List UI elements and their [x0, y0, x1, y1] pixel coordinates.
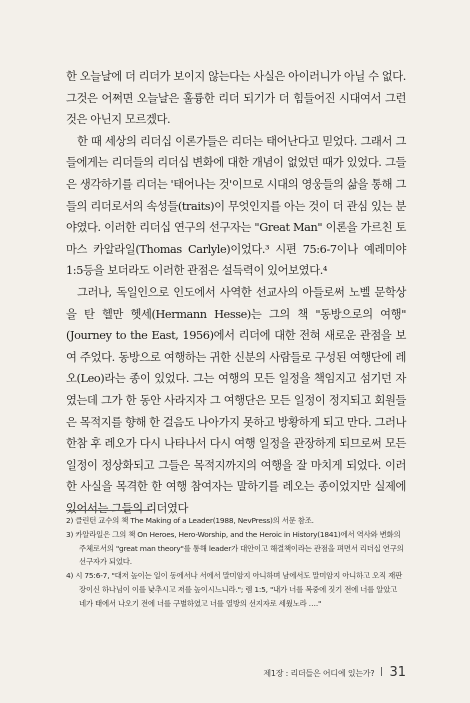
paragraph-2: 한 때 세상의 리더십 이론가들은 리더는 태어난다고 믿었다. 그래서 그들에게는 리더들의 리더십 변화에 대한 개념이 없었던 때가 있었다. 그들은 생각하기를 리더는 '태어나는 것'이므로 시대의 영웅들의 삶을 통해 그들의 리더로서의 속성들(traits)이 무엇인지를 아는 것이 더 관심 있는 분야였다. 이러한 리더십 연구의 선구자는 "Great Man" 이론을 가르친 토마스 카알라일(Thomas Carlyle)이었다.³ 시편 75:6-7이나 예레미야 1:5등을 보더라도 이러한 관점은 설득력이 있어보였다.⁴ [66, 134, 406, 278]
paragraph-1: 한 오늘날에 더 리더가 보이지 않는다는 사실은 아이러니가 아닐 수 없다. 그것은 어쩌면 오늘날은 훌륭한 리더 되기가 더 힘들어진 시대여서 그런 것은 아닌지 모르겠다. [66, 70, 406, 127]
page-number: 31 [389, 665, 406, 680]
body-text [66, 66, 406, 519]
footnote-divider [66, 510, 152, 511]
chapter-title: 제1장 : 리더들은 어디에 있는가? [263, 669, 375, 678]
footnote-3: 3) 카알라일은 그의 책 On Heroes, Hero-Worship, and the Heroic in History(1841)에서 역사와 변화의 주체로서의 "great man theory"를 통해 leader가 대안이고 해결책이라는 관점을 펴면서 리더십 연구의 선구자가 되었다. [66, 529, 404, 567]
footnote-2: 2) 클린턴 교수의 책 The Making of a Leader(1988, NevPress)의 서문 참조. [66, 516, 314, 525]
paragraph-3: 그러나, 독일인으로 인도에서 사역한 선교사의 아들로써 노벨 문학상을 탄 헬만 헷세(Hermann Hesse)는 그의 책 "동방으로의 여행"(Journey to the East, 1956)에서 리더에 대한 전혀 새로운 관점을 보여 주었다. 동방으로 여행하는 귀한 신분의 사람들로 구성된 여행단에 레오(Leo)라는 종이 있었다. 그는 여행의 모든 일정을 책임지고 섬기던 자였는데 그가 한 동안 사라지자 그 여행단은 모든 일정이 정지되고 회원들은 목적지를 향해 한 걸음도 나아가지 못하고 방황하게 되고 만다. 그러나 한참 후 레오가 다시 나타나서 다시 여행 일정을 관장하게 되므로써 모든 일정이 정상화되고 그들은 목적지까지의 여행을 잘 마치게 되었다. 이러한 사실을 목격한 한 여행 참여자는 말하기를 레오는 종이었지만 실제에 있어서는 그들의 리더였다 [66, 285, 406, 515]
running-footer [263, 665, 406, 680]
footer-divider [381, 667, 382, 676]
footnotes [66, 514, 406, 611]
footnote-4: 4) 시 75:6-7, "대저 높이는 일이 동에서나 서에서 말미암지 아니하며 남에서도 말미암지 아니하고 오직 재판장이신 하나님이 이를 낮추시고 저를 높이시느니라."; 렘 1:5, "내가 너를 복중에 짓기 전에 너를 알았고 네가 태에서 나오기 전에 너를 구별하였고 너를 열방의 선지자로 세웠노라 …." [66, 571, 403, 608]
